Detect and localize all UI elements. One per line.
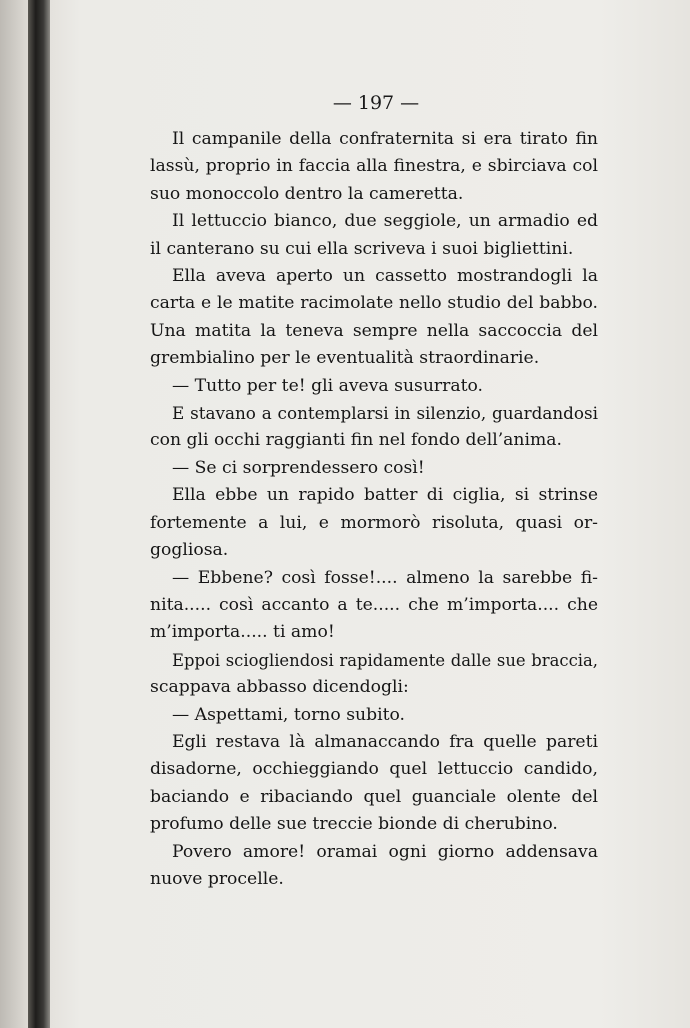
text-line: Il campanile della confraternita si era tirato fin: [172, 129, 598, 149]
text-line: carta e le matite racimolate nello studio del babbo.: [150, 293, 598, 314]
text-line: — Ebbene? così fosse!.... almeno la sarebbe fi-: [172, 567, 598, 588]
text-line: grembialino per le eventualità straordinarie.: [150, 348, 540, 369]
text-line: — Se ci sorprendessero così!: [172, 457, 425, 478]
body-text: [150, 126, 598, 893]
text-line: profumo delle sue treccie bionde di cherubino.: [150, 814, 558, 835]
text-line: gogliosa.: [150, 540, 229, 561]
text-line: — Tutto per te! gli aveva susurrato.: [172, 375, 483, 396]
text-line: Eppoi sciogliendosi rapidamente dalle sue braccia,: [172, 650, 598, 670]
text-line: baciando e ribaciando quel guanciale olente del: [150, 786, 598, 807]
text-line: scappava abbasso dicendogli:: [150, 677, 409, 698]
text-line: E stavano a contemplarsi in silenzio, guardandosi: [172, 403, 598, 424]
text-line: con gli occhi raggianti fin nel fondo dell’anima.: [150, 430, 562, 451]
book-binding-shadow: [28, 0, 50, 1028]
text-line: lassù, proprio in faccia alla finestra, e sbirciava col: [150, 156, 598, 177]
text-line: Ella ebbe un rapido batter di ciglia, si strinse: [172, 485, 598, 506]
page-number: — 197 —: [332, 92, 420, 114]
text-line: Il lettuccio bianco, due seggiole, un armadio ed: [172, 211, 598, 232]
text-line: fortemente a lui, e mormorò risoluta, quasi or-: [150, 512, 598, 533]
text-line: suo monoccolo dentro la cameretta.: [150, 183, 464, 204]
text-line: nita..... così accanto a te..... che m’importa.... che: [150, 594, 598, 615]
text-line: nuove procelle.: [150, 868, 284, 889]
text-line: Una matita la teneva sempre nella saccoccia del: [150, 320, 598, 341]
text-line: Egli restava là almanaccando fra quelle pareti: [172, 731, 598, 752]
text-line: disadorne, occhieggiando quel lettuccio candido,: [150, 759, 598, 780]
text-line: — Aspettami, torno subito.: [172, 704, 405, 725]
text-line: m’importa..... ti amo!: [150, 622, 335, 643]
text-line: Povero amore! oramai ogni giorno addensava: [172, 841, 598, 862]
text-line: il canterano su cui ella scriveva i suoi bigliettini.: [150, 238, 574, 259]
text-line: Ella aveva aperto un cassetto mostrandogli la: [172, 266, 598, 287]
